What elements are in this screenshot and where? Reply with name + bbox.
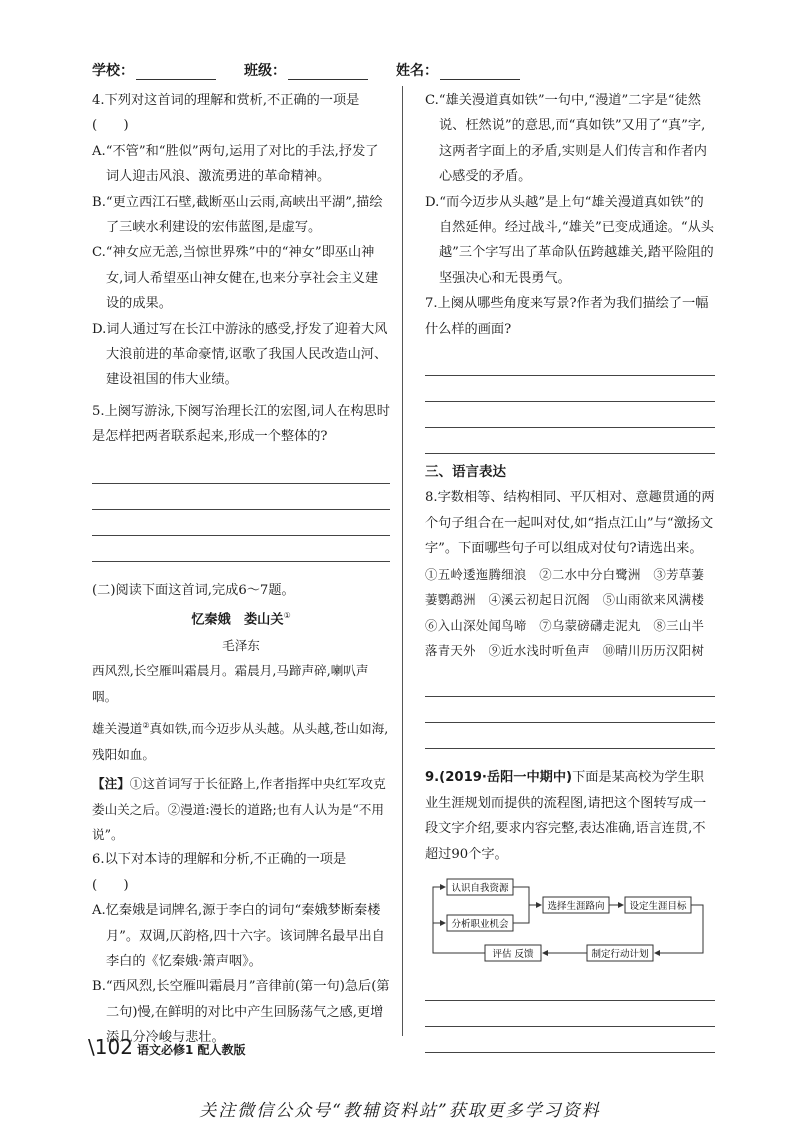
flow-text-career-opportunity: 分析职业机会	[451, 918, 509, 930]
poem-author: 毛泽东	[222, 637, 260, 653]
section-3-heading: 三、语言表达	[425, 464, 506, 481]
question-6: 6.以下对本诗的理解和分析,不正确的一项是 ( )	[92, 852, 360, 893]
q4-option-c: C.“神女应无恙,当惊世界殊”中的“神女”即巫山神女,词人希望巫山神女健在,也来分享社会主义建设的成果。	[92, 245, 379, 312]
q7-answer-lines[interactable]	[425, 350, 715, 454]
career-flowchart	[425, 873, 715, 973]
question-8: 8.字数相等、结构相同、平仄相对、意趣贯通的两个句子组合在一起叫对仗,如“指点江山”与“激扬文字”。下面哪些句子可以组成对仗句?请选出来。	[425, 490, 715, 557]
class-field[interactable]	[244, 60, 368, 80]
right-column	[425, 88, 715, 1053]
question-9: 9.(2019·岳阳一中期中)下面是某高校为学生职业生涯规划而提供的流程图,请把这个图转写成一段文字介绍,要求内容完整,表达准确,语言连贯,不超过90个字。	[425, 770, 707, 862]
q6-option-a: A.忆秦娥是词牌名,源于李白的词句“秦娥梦断秦楼月”。双调,仄韵格,四十六字。该词牌名最早出自李白的《忆秦娥·箫声咽》。	[92, 903, 385, 969]
poem-stanza-2: 雄关漫道②真如铁,而今迈步从头越。从头越,苍山如海,残阳如血。	[92, 721, 389, 762]
flow-text-choose-path: 选择生涯路向	[547, 900, 605, 912]
q5-answer-lines[interactable]	[92, 458, 390, 562]
page-number: \102	[88, 1035, 133, 1059]
q9-answer-lines[interactable]	[425, 975, 715, 1053]
q6-option-d: D.“而今迈步从头越”是上句“雄关漫道真如铁”的自然延伸。经过战斗,“雄关”已变成通途。“从头越”三个字写出了革命队伍跨越雄关,踏平险阻的坚强决心和无畏勇气。	[425, 194, 714, 286]
book-title: 语文必修1 配人教版	[136, 1043, 246, 1057]
class-label: 班级：	[244, 63, 286, 79]
flow-text-self-resources: 认识自我资源	[451, 882, 509, 894]
q6-option-b: B.“西风烈,长空雁叫霜晨月”音律前(第一句)急后(第二句)慢,在鲜明的对比中产生回肠荡气之感,更增添几分冷峻与悲壮。	[92, 979, 390, 1046]
question-4: 4.下列对这首词的理解和赏析,不正确的一项是 ( )	[92, 93, 373, 134]
question-7: 7.上阕从哪些角度来写景?作者为我们描绘了一幅什么样的画面?	[425, 296, 709, 337]
flow-text-evaluate-feedback: 评估 反馈	[492, 948, 534, 960]
page-footer	[88, 1035, 245, 1059]
left-column	[92, 88, 390, 1051]
poem-title: 忆秦娥 娄山关①	[191, 611, 291, 628]
q4-option-d: D.词人通过写在长江中游泳的感受,抒发了迎着大风大浪前进的革命豪情,讴歌了我国人民改造山河、建设祖国的伟大业绩。	[92, 321, 388, 388]
poem-notes: 【注】①这首词写于长征路上,作者指挥中央红军攻克娄山关之后。②漫道:漫长的道路;也有人认为是“不用说”。	[92, 776, 386, 842]
q8-choices: ①五岭逶迤腾细浪 ②二水中分白鹭洲 ③芳草萋萋鹦鹉洲 ④溪云初起日沉阁 ⑤山雨欲来风满楼 ⑥入山深处闻鸟啼 ⑦乌蒙磅礴走泥丸 ⑧三山半落青天外 ⑨近水浅时听鱼声 ⑩晴川历历汉阳树	[425, 566, 717, 658]
flow-text-set-goal: 设定生涯目标	[629, 900, 687, 912]
school-label: 学校：	[92, 63, 134, 79]
q4-option-a: A.“不管”和“胜似”两句,运用了对比的手法,抒发了词人迎击风浪、激流勇进的革命精神。	[92, 143, 379, 185]
flow-text-action-plan: 制定行动计划	[591, 948, 649, 960]
poem-stanza-1: 西风烈,长空雁叫霜晨月。霜晨月,马蹄声碎,喇叭声咽。	[92, 663, 369, 704]
part-2-heading: (二)阅读下面这首词,完成6～7题。	[92, 582, 295, 598]
q6-option-c: C.“雄关漫道真如铁”一句中,“漫道”二字是“徒然说、枉然说”的意思,而“真如铁”又用了“真”字,这两者字面上的矛盾,实则是人们传言和作者内心感受的矛盾。	[425, 93, 707, 185]
school-field[interactable]	[92, 60, 216, 80]
name-label: 姓名：	[396, 63, 438, 79]
bottom-watermark-note: 关注微信公众号“教辅资料站”获取更多学习资料	[199, 1101, 601, 1121]
question-5: 5.上阕写游泳,下阕写治理长江的宏图,词人在构思时是怎样把两者联系起来,形成一个整体的?	[92, 403, 390, 445]
header-fields	[92, 60, 552, 86]
name-field[interactable]	[396, 60, 520, 80]
q4-option-b: B.“更立西江石壁,截断巫山云雨,高峡出平湖”,描绘了三峡水利建设的宏伟蓝图,是虚写。	[92, 194, 383, 236]
column-divider	[402, 86, 403, 1036]
q8-answer-lines[interactable]	[425, 671, 715, 749]
